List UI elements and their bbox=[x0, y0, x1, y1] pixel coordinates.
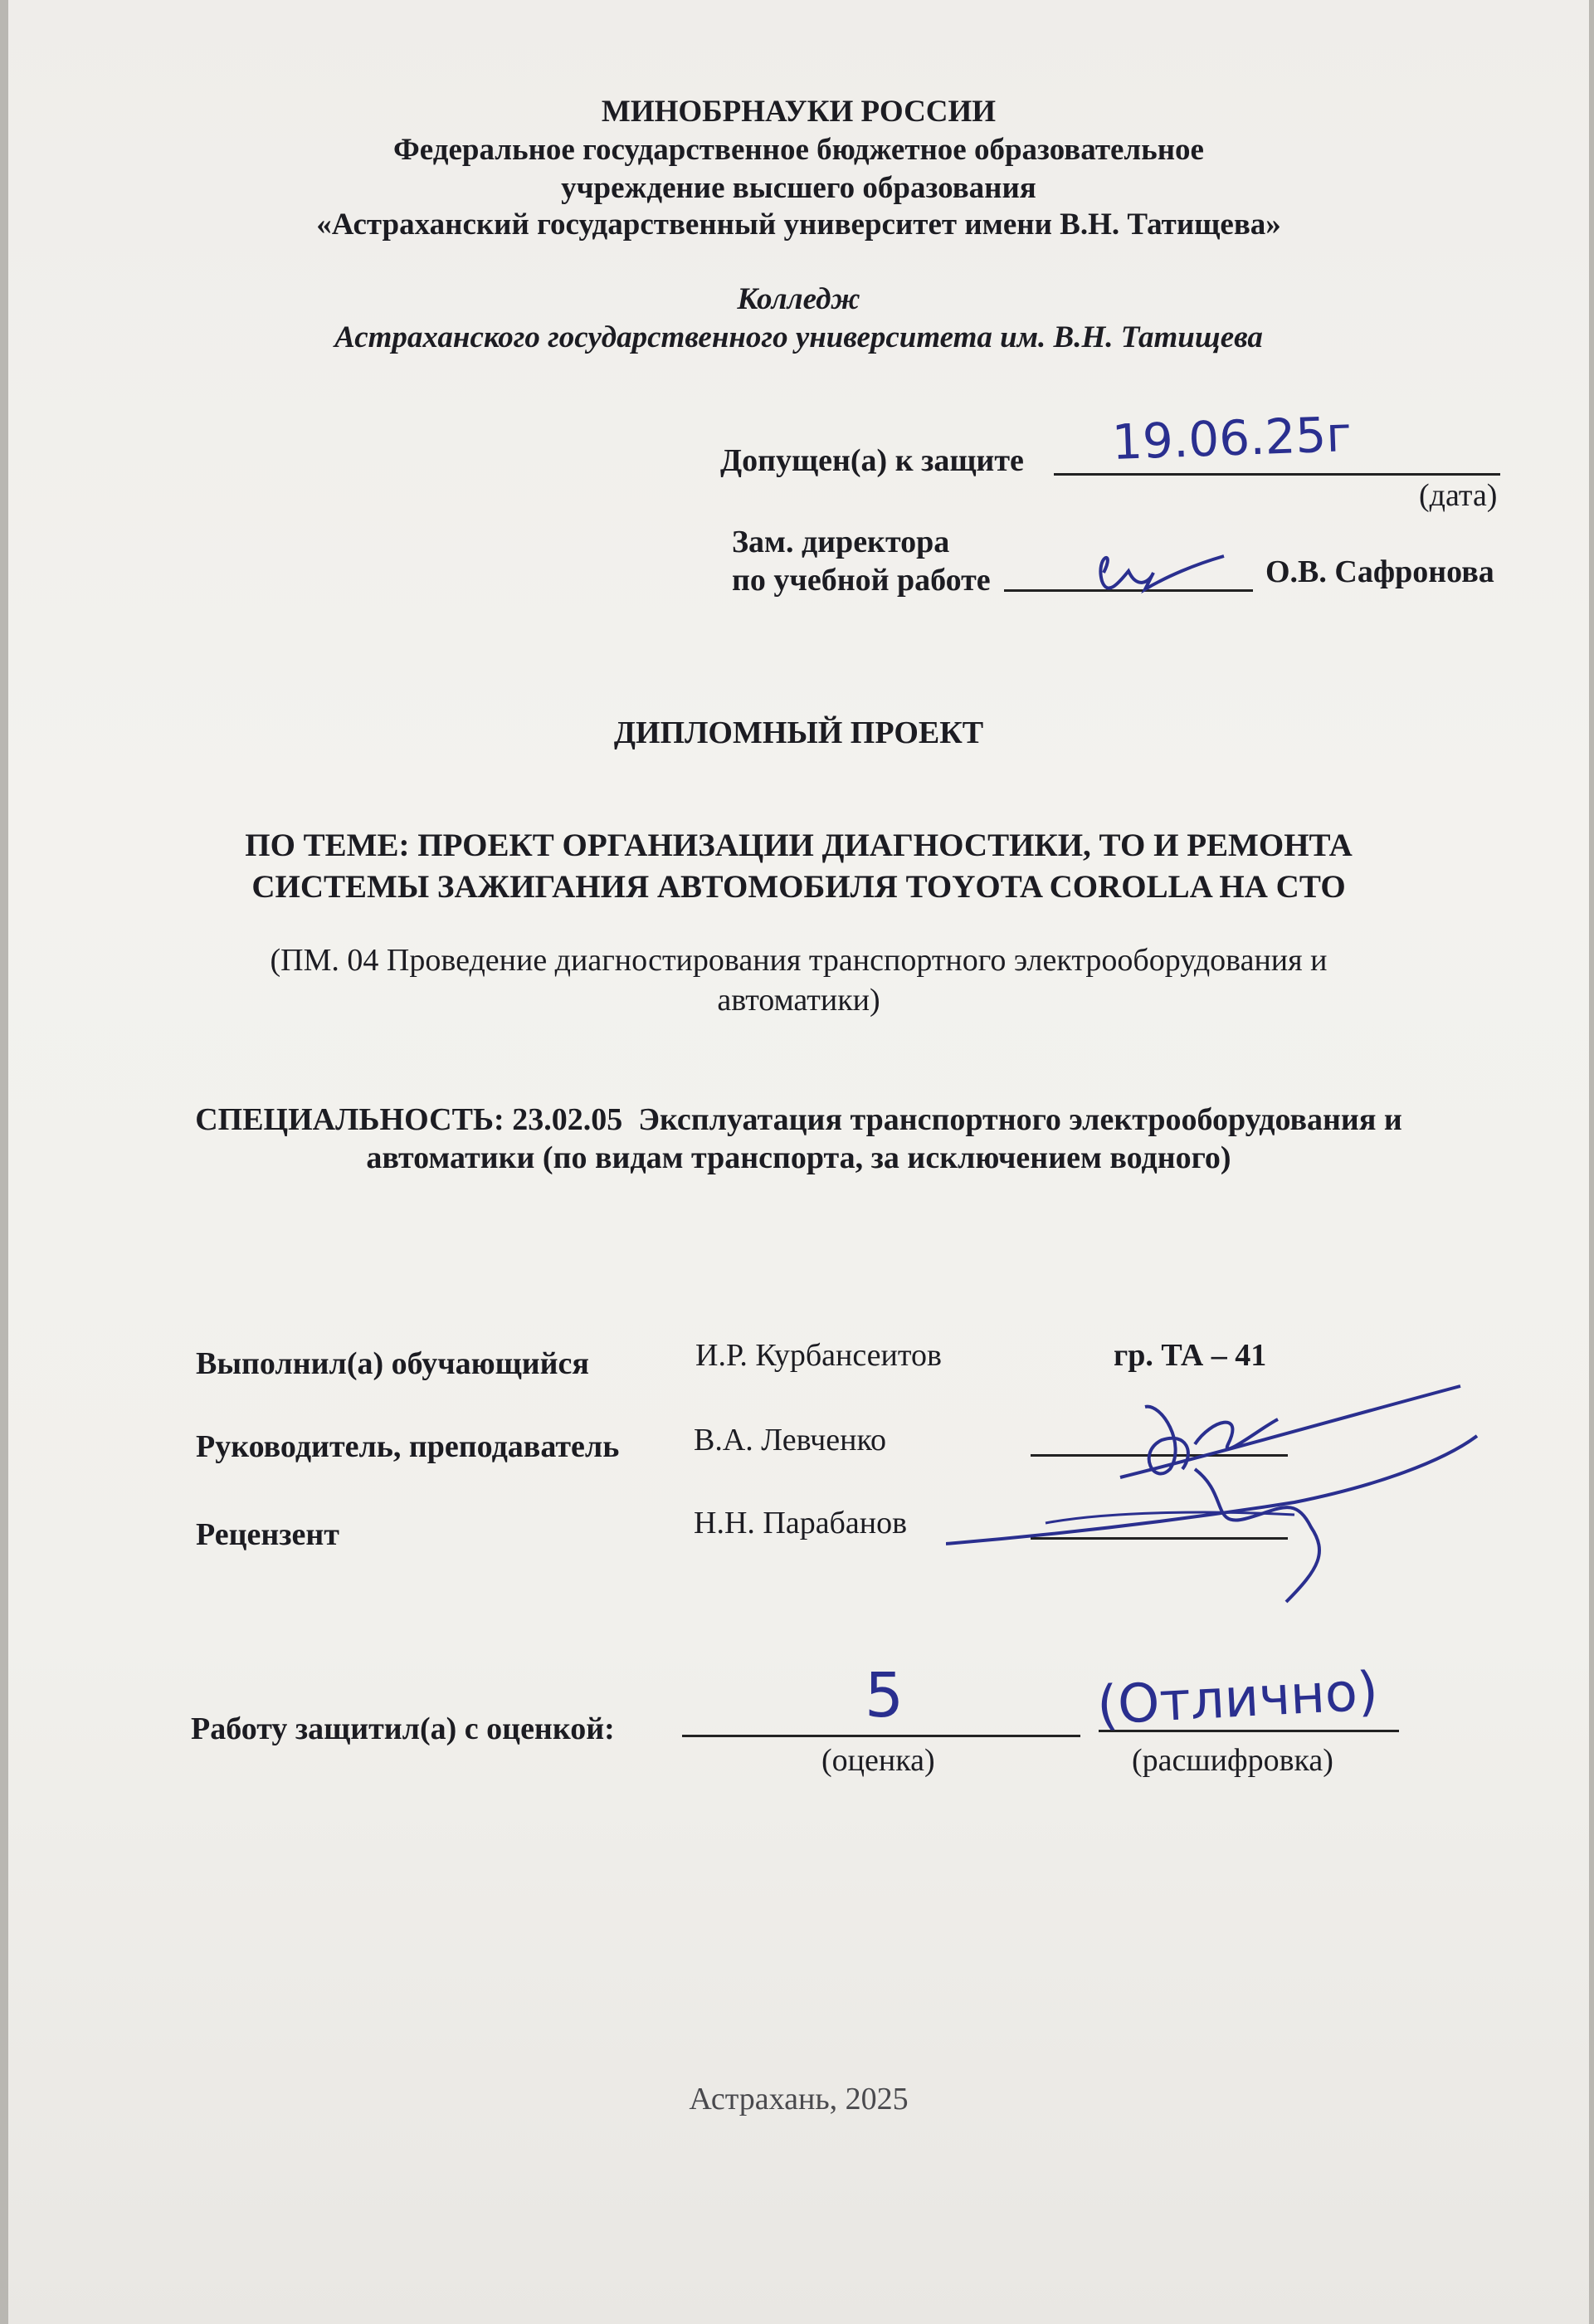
admission-label: Допущен(а) к защите bbox=[720, 443, 1024, 478]
university-name: «Астраханский государственный университет имени В.Н. Татищева» bbox=[316, 208, 1281, 242]
city-year: Астрахань, 2025 bbox=[689, 2082, 909, 2116]
decoding-handwritten: (Отлично) bbox=[1095, 1661, 1380, 1737]
project-type: ДИПЛОМНЫЙ ПРОЕКТ bbox=[613, 715, 984, 750]
grade-handwritten: 5 bbox=[865, 1660, 904, 1731]
deputy-title-line-2: по учебной работе bbox=[732, 563, 991, 598]
organization-line-2: учреждение высшего образования bbox=[561, 171, 1036, 205]
grade-label: Работу защитил(а) с оценкой: bbox=[191, 1711, 615, 1746]
project-topic-line-2: СИСТЕМЫ ЗАЖИГАНИЯ АВТОМОБИЛЯ TOYOTA COROLLA НА СТО bbox=[251, 869, 1346, 905]
specialty-line-2: автоматики (по видам транспорта, за исключением водного) bbox=[366, 1140, 1231, 1175]
deputy-name: О.В. Сафронова bbox=[1265, 554, 1494, 589]
module-line-1: (ПМ. 04 Проведение диагностирования транспортного электрооборудования и bbox=[270, 943, 1328, 978]
supervisor-name: В.А. Левченко bbox=[694, 1423, 887, 1457]
supervisor-role: Руководитель, преподаватель bbox=[196, 1429, 620, 1464]
reviewer-name: Н.Н. Парабанов bbox=[694, 1506, 908, 1540]
specialty-text: Эксплуатация транспортного электрооборудования и bbox=[638, 1102, 1402, 1137]
college-line-2: Астраханского государственного университета им. В.Н. Татищева bbox=[334, 320, 1263, 354]
college-line-1: Колледж bbox=[737, 282, 860, 316]
ministry-title: МИНОБРНАУКИ РОССИИ bbox=[601, 95, 997, 129]
student-group: гр. ТА – 41 bbox=[1114, 1338, 1267, 1373]
grade-caption: (оценка) bbox=[821, 1743, 935, 1778]
decoding-caption: (расшифровка) bbox=[1132, 1743, 1333, 1778]
deputy-title-line-1: Зам. директора bbox=[732, 525, 950, 559]
document-page bbox=[8, 0, 1589, 2324]
reviewer-role: Рецензент bbox=[196, 1517, 339, 1552]
grade-line bbox=[682, 1735, 1080, 1737]
student-name: И.Р. Курбансеитов bbox=[695, 1338, 942, 1373]
specialty-label: СПЕЦИАЛЬНОСТЬ: 23.02.05 bbox=[195, 1102, 623, 1137]
organization-line-1: Федеральное государственное бюджетное образовательное bbox=[393, 133, 1204, 167]
module-line-2: автоматики) bbox=[717, 983, 880, 1018]
deputy-signature bbox=[1087, 540, 1236, 606]
student-role: Выполнил(а) обучающийся bbox=[196, 1346, 589, 1381]
specialty-line-1 bbox=[8, 1101, 1589, 1139]
admission-date-handwritten: 19.06.25г bbox=[1110, 405, 1353, 471]
supervisor-reviewer-signatures bbox=[946, 1370, 1485, 1618]
admission-date-caption: (дата) bbox=[1419, 478, 1498, 513]
project-topic-line-1: ПО ТЕМЕ: ПРОЕКТ ОРГАНИЗАЦИИ ДИАГНОСТИКИ, ТО И РЕМОНТА bbox=[245, 828, 1353, 863]
admission-date-line bbox=[1054, 473, 1500, 476]
